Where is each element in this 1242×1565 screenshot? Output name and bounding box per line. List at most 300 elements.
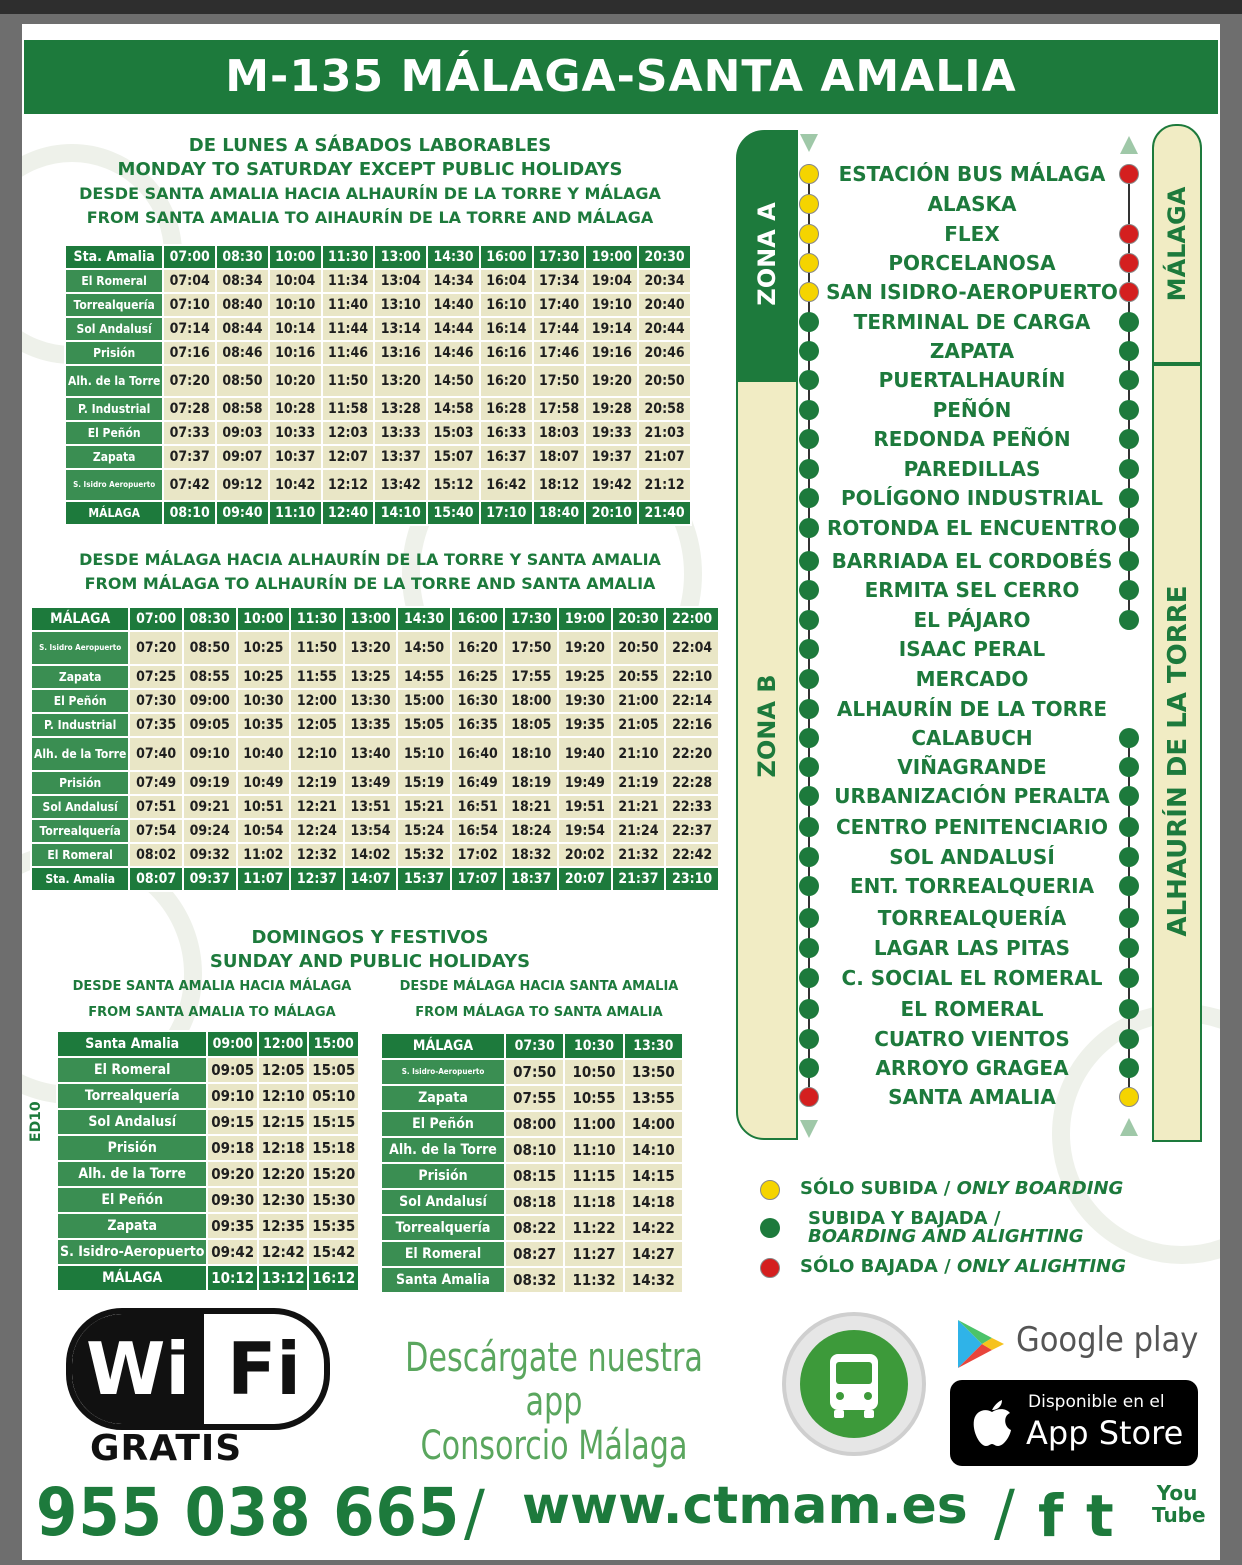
time-cell: 07:35	[129, 713, 183, 737]
dir1-heading-en: FROM SANTA AMALIA TO AIHAURÍN DE LA TORRE AND MÁLAGA	[86, 208, 654, 227]
route-stop-name: PORCELANOSA	[888, 251, 1056, 275]
stop-name-cell: El Romeral	[381, 1241, 505, 1267]
table-row	[57, 1239, 359, 1265]
stop-dot-icon	[1119, 728, 1139, 748]
time-cell: 20:02	[558, 843, 612, 867]
direction-up-icon	[1120, 136, 1138, 154]
legend-boarding-alighting	[808, 1210, 1084, 1246]
app-promo-text	[378, 1336, 731, 1468]
holiday-heading-en: SUNDAY AND PUBLIC HOLIDAYS	[209, 951, 531, 972]
time-cell: 17:58	[533, 397, 586, 421]
stop-name-cell: Alh. de la Torre	[31, 737, 129, 771]
time-cell: 13:28	[374, 397, 427, 421]
time-cell: 17:30	[533, 245, 586, 269]
time-cell: 09:10	[207, 1083, 258, 1109]
stop-dot-icon	[799, 194, 819, 214]
stop-dot-icon	[1119, 908, 1139, 928]
time-cell: 20:50	[638, 365, 691, 397]
time-cell: 19:30	[558, 689, 612, 713]
stop-dot-icon	[1119, 876, 1139, 896]
time-cell: 10:16	[269, 341, 322, 365]
table-row	[381, 1267, 683, 1293]
app-promo-line1: Descárgate nuestra app	[405, 1335, 703, 1425]
stop-name-cell: Alh. de la Torre	[57, 1161, 207, 1187]
time-cell: 12:21	[290, 795, 344, 819]
time-cell: 16:35	[451, 713, 505, 737]
time-cell: 16:37	[480, 445, 533, 469]
route-stop-name: ERMITA SEL CERRO	[864, 578, 1080, 602]
time-cell: 14:30	[397, 607, 451, 631]
holiday-dir2-en: FROM MÁLAGA TO SANTA AMALIA	[415, 1005, 663, 1020]
time-cell: 14:15	[624, 1163, 683, 1189]
table-row	[381, 1215, 683, 1241]
dir2-heading-es: DESDE MÁLAGA HACIA ALHAURÍN DE LA TORRE Y SANTA AMALIA	[79, 550, 661, 569]
time-cell: 16:40	[451, 737, 505, 771]
time-cell: 20:46	[638, 341, 691, 365]
time-cell: 12:15	[258, 1109, 309, 1135]
time-cell: 08:10	[505, 1137, 564, 1163]
time-cell: 19:35	[558, 713, 612, 737]
time-cell: 15:19	[397, 771, 451, 795]
time-cell: 09:42	[207, 1239, 258, 1265]
table-row	[381, 1163, 683, 1189]
table-row	[65, 469, 691, 501]
route-stop-name: SANTA AMALIA	[888, 1085, 1056, 1109]
stop-dot-icon	[799, 518, 819, 538]
time-cell: 12:20	[258, 1161, 309, 1187]
time-cell: 14:44	[427, 317, 480, 341]
table-row	[57, 1265, 359, 1291]
time-cell: 15:05	[397, 713, 451, 737]
time-cell: 18:10	[504, 737, 558, 771]
time-cell: 07:49	[129, 771, 183, 795]
time-cell: 16:42	[480, 469, 533, 501]
stop-name-cell: Alh. de la Torre	[65, 365, 163, 397]
stop-dot-icon	[799, 728, 819, 748]
stop-dot-icon	[1119, 757, 1139, 777]
stop-dot-icon	[1119, 370, 1139, 390]
time-cell: 10:35	[237, 713, 291, 737]
time-cell: 08:10	[163, 501, 216, 525]
table-row	[381, 1137, 683, 1163]
stop-dot-icon	[799, 699, 819, 719]
route-stop-name: POLÍGONO INDUSTRIAL	[840, 486, 1104, 510]
time-cell: 08:27	[505, 1241, 564, 1267]
time-cell: 13:00	[344, 607, 398, 631]
stop-name-cell: Torrealquería	[31, 819, 129, 843]
time-cell: 14:30	[427, 245, 480, 269]
route-stop-name: C. SOCIAL EL ROMERAL	[841, 966, 1103, 990]
time-cell: 12:00	[290, 689, 344, 713]
time-cell: 20:44	[638, 317, 691, 341]
time-cell: 09:21	[183, 795, 237, 819]
time-cell: 12:03	[322, 421, 375, 445]
time-cell: 08:50	[216, 365, 269, 397]
google-play-badge[interactable]	[948, 1314, 1208, 1372]
stop-name-cell: MÁLAGA	[57, 1265, 207, 1291]
stop-dot-icon	[799, 757, 819, 777]
app-store-badge[interactable]	[950, 1380, 1198, 1466]
time-cell: 16:49	[451, 771, 505, 795]
stop-name-cell: El Romeral	[57, 1057, 207, 1083]
zone-a-band	[736, 130, 798, 380]
time-cell: 11:34	[322, 269, 375, 293]
route-stop-name: PUERTALHAURÍN	[878, 368, 1066, 392]
stop-dot-icon	[1119, 786, 1139, 806]
table-row	[57, 1057, 359, 1083]
time-cell: 10:28	[269, 397, 322, 421]
left-route-line	[808, 164, 810, 1104]
time-cell: 09:18	[207, 1135, 258, 1161]
time-cell: 19:10	[585, 293, 638, 317]
time-cell: 07:14	[163, 317, 216, 341]
time-cell: 17:46	[533, 341, 586, 365]
time-cell: 11:44	[322, 317, 375, 341]
time-cell: 07:33	[163, 421, 216, 445]
route-stop-name: SOL ANDALUSÍ	[889, 845, 1055, 869]
zone-b-band	[736, 380, 798, 1140]
time-cell: 07:20	[129, 631, 183, 665]
time-cell: 13:37	[374, 445, 427, 469]
time-cell: 14:40	[427, 293, 480, 317]
stop-name-cell: El Peñón	[31, 689, 129, 713]
youtube-icon[interactable]: You Tube	[1152, 1481, 1206, 1527]
time-cell: 19:42	[585, 469, 638, 501]
time-cell: 19:33	[585, 421, 638, 445]
route-stop-name: ALASKA	[927, 192, 1017, 216]
time-cell: 16:25	[451, 665, 505, 689]
website-link[interactable]: www.ctmam.es	[522, 1476, 968, 1536]
time-cell: 13:30	[624, 1033, 683, 1059]
time-cell: 11:50	[322, 365, 375, 397]
table-row	[57, 1161, 359, 1187]
stop-dot-icon	[1119, 999, 1139, 1019]
time-cell: 07:20	[163, 365, 216, 397]
time-cell: 11:10	[269, 501, 322, 525]
time-cell: 17:40	[533, 293, 586, 317]
wifi-logo-wi: Wi	[72, 1314, 204, 1424]
route-stop-name: LAGAR LAS PITAS	[873, 936, 1071, 960]
stop-dot-icon	[799, 164, 819, 184]
stop-dot-icon	[1119, 1058, 1139, 1078]
phone-number[interactable]: 955 038 665	[36, 1474, 461, 1551]
direction-up-icon	[1120, 1118, 1138, 1136]
time-cell: 22:04	[665, 631, 719, 665]
time-cell: 16:51	[451, 795, 505, 819]
time-cell: 22:20	[665, 737, 719, 771]
time-cell: 09:37	[183, 867, 237, 891]
stop-dot-icon	[799, 282, 819, 302]
time-cell: 21:10	[612, 737, 666, 771]
time-cell: 19:00	[558, 607, 612, 631]
malaga-band	[1152, 124, 1202, 364]
time-cell: 10:51	[237, 795, 291, 819]
time-cell: 07:00	[163, 245, 216, 269]
top-bar	[0, 0, 1242, 14]
time-cell: 13:33	[374, 421, 427, 445]
time-cell: 09:35	[207, 1213, 258, 1239]
table-row	[381, 1033, 683, 1059]
time-cell: 22:14	[665, 689, 719, 713]
time-cell: 11:58	[322, 397, 375, 421]
time-cell: 11:10	[564, 1137, 623, 1163]
stop-dot-icon	[1119, 224, 1139, 244]
time-cell: 18:12	[533, 469, 586, 501]
time-cell: 14:10	[374, 501, 427, 525]
time-cell: 10:04	[269, 269, 322, 293]
table-row	[31, 843, 719, 867]
table-row	[381, 1085, 683, 1111]
time-cell: 13:04	[374, 269, 427, 293]
time-cell: 15:10	[397, 737, 451, 771]
table-row	[381, 1241, 683, 1267]
time-cell: 13:51	[344, 795, 398, 819]
time-cell: 16:30	[451, 689, 505, 713]
time-cell: 18:03	[533, 421, 586, 445]
time-cell: 08:58	[216, 397, 269, 421]
time-cell: 09:00	[207, 1031, 258, 1057]
stop-dot-icon	[1119, 1029, 1139, 1049]
stop-dot-icon	[1119, 429, 1139, 449]
time-cell: 07:30	[129, 689, 183, 713]
time-cell: 16:00	[451, 607, 505, 631]
time-cell: 17:10	[480, 501, 533, 525]
time-cell: 19:37	[585, 445, 638, 469]
stop-dot-icon	[1119, 282, 1139, 302]
bus-app-icon[interactable]	[782, 1312, 926, 1456]
google-play-icon	[952, 1316, 1008, 1372]
route-stop-name: ROTONDA EL ENCUENTRO	[827, 516, 1117, 540]
app-promo-line2: Consorcio Málaga	[420, 1423, 688, 1469]
time-cell: 12:10	[290, 737, 344, 771]
holiday-dir1-en: FROM SANTA AMALIA TO MÁLAGA	[88, 1005, 336, 1020]
time-cell: 20:10	[585, 501, 638, 525]
table-row	[65, 365, 691, 397]
stop-name-cell: El Peñón	[57, 1187, 207, 1213]
route-stop-name: EL ROMERAL	[900, 997, 1044, 1021]
table-row	[31, 689, 719, 713]
stop-dot-icon	[799, 370, 819, 390]
table-row	[381, 1189, 683, 1215]
time-cell: 17:30	[504, 607, 558, 631]
route-stop-name: VIÑAGRANDE	[897, 755, 1047, 779]
time-cell: 18:32	[504, 843, 558, 867]
time-cell: 18:05	[504, 713, 558, 737]
route-stop-name: MERCADO	[915, 667, 1029, 691]
stop-dot-icon	[799, 1029, 819, 1049]
time-cell: 18:21	[504, 795, 558, 819]
stop-dot-icon	[1119, 488, 1139, 508]
time-cell: 07:10	[163, 293, 216, 317]
time-cell: 12:12	[322, 469, 375, 501]
stop-dot-icon	[1119, 1087, 1139, 1107]
time-cell: 15:35	[308, 1213, 359, 1239]
time-cell: 08:30	[183, 607, 237, 631]
time-cell: 13:25	[344, 665, 398, 689]
time-cell: 09:05	[207, 1057, 258, 1083]
app-store-top-text: Disponible en el	[1028, 1392, 1165, 1412]
alhaurin-band	[1152, 364, 1202, 1142]
time-cell: 13:14	[374, 317, 427, 341]
time-cell: 15:12	[427, 469, 480, 501]
time-cell: 10:33	[269, 421, 322, 445]
dir1-heading-es: DESDE SANTA AMALIA HACIA ALHAURÍN DE LA TORRE Y MÁLAGA	[79, 184, 661, 203]
time-cell: 15:40	[427, 501, 480, 525]
stop-dot-icon	[1119, 968, 1139, 988]
route-stop-name: FLEX	[944, 222, 1000, 246]
time-cell: 07:54	[129, 819, 183, 843]
time-cell: 15:03	[427, 421, 480, 445]
time-cell: 20:40	[638, 293, 691, 317]
time-cell: 10:14	[269, 317, 322, 341]
table-row	[57, 1083, 359, 1109]
table-row	[31, 867, 719, 891]
weekday-table-santa-amalia-to-malaga	[64, 244, 692, 526]
stop-name-cell: Santa Amalia	[57, 1031, 207, 1057]
stop-name-cell: El Romeral	[65, 269, 163, 293]
time-cell: 10:25	[237, 665, 291, 689]
boarding-dot-icon	[760, 1180, 780, 1200]
time-cell: 09:20	[207, 1161, 258, 1187]
time-cell: 08:02	[129, 843, 183, 867]
dir2-heading	[42, 548, 698, 596]
time-cell: 14:50	[427, 365, 480, 397]
time-cell: 10:10	[269, 293, 322, 317]
time-cell: 14:34	[427, 269, 480, 293]
legend-only-alighting-en: ONLY ALIGHTING	[956, 1256, 1127, 1277]
time-cell: 08:55	[183, 665, 237, 689]
table-row	[31, 665, 719, 689]
time-cell: 19:04	[585, 269, 638, 293]
stop-dot-icon	[799, 968, 819, 988]
stop-name-cell: Alh. de la Torre	[381, 1137, 505, 1163]
route-stop-name: ISAAC PERAL	[898, 637, 1046, 661]
stop-dot-icon	[799, 1087, 819, 1107]
time-cell: 22:28	[665, 771, 719, 795]
apple-icon	[970, 1396, 1014, 1448]
time-cell: 08:22	[505, 1215, 564, 1241]
time-cell: 18:24	[504, 819, 558, 843]
time-cell: 08:46	[216, 341, 269, 365]
table-row	[65, 317, 691, 341]
stop-dot-icon	[799, 669, 819, 689]
time-cell: 15:42	[308, 1239, 359, 1265]
stop-name-cell: Sta. Amalia	[65, 245, 163, 269]
stop-dot-icon	[1119, 847, 1139, 867]
time-cell: 09:05	[183, 713, 237, 737]
time-cell: 09:12	[216, 469, 269, 501]
time-cell: 19:51	[558, 795, 612, 819]
direction-down-icon	[800, 1120, 818, 1138]
route-stop-name: CUATRO VIENTOS	[874, 1027, 1070, 1051]
stop-dot-icon	[1119, 400, 1139, 420]
time-cell: 17:44	[533, 317, 586, 341]
table-row	[57, 1109, 359, 1135]
stop-dot-icon	[799, 312, 819, 332]
time-cell: 14:50	[397, 631, 451, 665]
time-cell: 19:16	[585, 341, 638, 365]
time-cell: 14:27	[624, 1241, 683, 1267]
time-cell: 14:58	[427, 397, 480, 421]
twitter-icon[interactable]: t	[1086, 1482, 1114, 1550]
app-store-main-text: App Store	[1026, 1414, 1184, 1452]
stop-dot-icon	[1119, 518, 1139, 538]
table-row	[65, 397, 691, 421]
time-cell: 16:28	[480, 397, 533, 421]
stop-dot-icon	[799, 488, 819, 508]
zone-b-label: ZONA B	[753, 674, 781, 778]
route-stop-name: PEÑÓN	[932, 398, 1012, 422]
time-cell: 16:14	[480, 317, 533, 341]
stop-dot-icon	[799, 459, 819, 479]
table-row	[31, 795, 719, 819]
zone-a-label: ZONA A	[753, 202, 781, 306]
stop-name-cell: S. Isidro Aeropuerto	[65, 469, 163, 501]
time-cell: 20:58	[638, 397, 691, 421]
stop-dot-icon	[799, 639, 819, 659]
time-cell: 13:49	[344, 771, 398, 795]
time-cell: 10:30	[237, 689, 291, 713]
stop-dot-icon	[799, 1058, 819, 1078]
time-cell: 12:35	[258, 1213, 309, 1239]
time-cell: 07:25	[129, 665, 183, 689]
time-cell: 20:55	[612, 665, 666, 689]
time-cell: 08:44	[216, 317, 269, 341]
stop-name-cell: MÁLAGA	[65, 501, 163, 525]
time-cell: 09:32	[183, 843, 237, 867]
time-cell: 07:40	[129, 737, 183, 771]
time-cell: 14:18	[624, 1189, 683, 1215]
time-cell: 20:07	[558, 867, 612, 891]
separator: /	[464, 1476, 485, 1549]
bus-icon	[800, 1330, 908, 1438]
time-cell: 13:42	[374, 469, 427, 501]
stop-dot-icon	[799, 938, 819, 958]
time-cell: 11:55	[290, 665, 344, 689]
time-cell: 13:30	[344, 689, 398, 713]
route-stop-name: ALHAURÍN DE LA TORRE	[836, 697, 1108, 721]
stop-dot-icon	[799, 908, 819, 928]
time-cell: 08:50	[183, 631, 237, 665]
time-cell: 21:21	[612, 795, 666, 819]
time-cell: 21:00	[612, 689, 666, 713]
table-row	[57, 1187, 359, 1213]
stop-name-cell: Prisión	[57, 1135, 207, 1161]
time-cell: 07:55	[505, 1085, 564, 1111]
time-cell: 12:05	[258, 1057, 309, 1083]
time-cell: 12:05	[290, 713, 344, 737]
time-cell: 09:30	[207, 1187, 258, 1213]
stop-name-cell: Torrealquería	[381, 1215, 505, 1241]
legend-only-boarding-en: ONLY BOARDING	[956, 1178, 1124, 1199]
time-cell: 09:19	[183, 771, 237, 795]
time-cell: 21:32	[612, 843, 666, 867]
time-cell: 22:10	[665, 665, 719, 689]
stop-dot-icon	[1119, 938, 1139, 958]
stop-name-cell: Prisión	[31, 771, 129, 795]
stop-name-cell: Sol Andalusí	[31, 795, 129, 819]
time-cell: 12:30	[258, 1187, 309, 1213]
time-cell: 22:16	[665, 713, 719, 737]
stop-dot-icon	[799, 253, 819, 273]
time-cell: 11:18	[564, 1189, 623, 1215]
facebook-icon[interactable]: f	[1038, 1482, 1064, 1550]
table-row	[381, 1059, 683, 1085]
route-stop-name: TERMINAL DE CARGA	[853, 310, 1091, 334]
time-cell: 09:40	[216, 501, 269, 525]
time-cell: 07:42	[163, 469, 216, 501]
time-cell: 05:10	[308, 1083, 359, 1109]
